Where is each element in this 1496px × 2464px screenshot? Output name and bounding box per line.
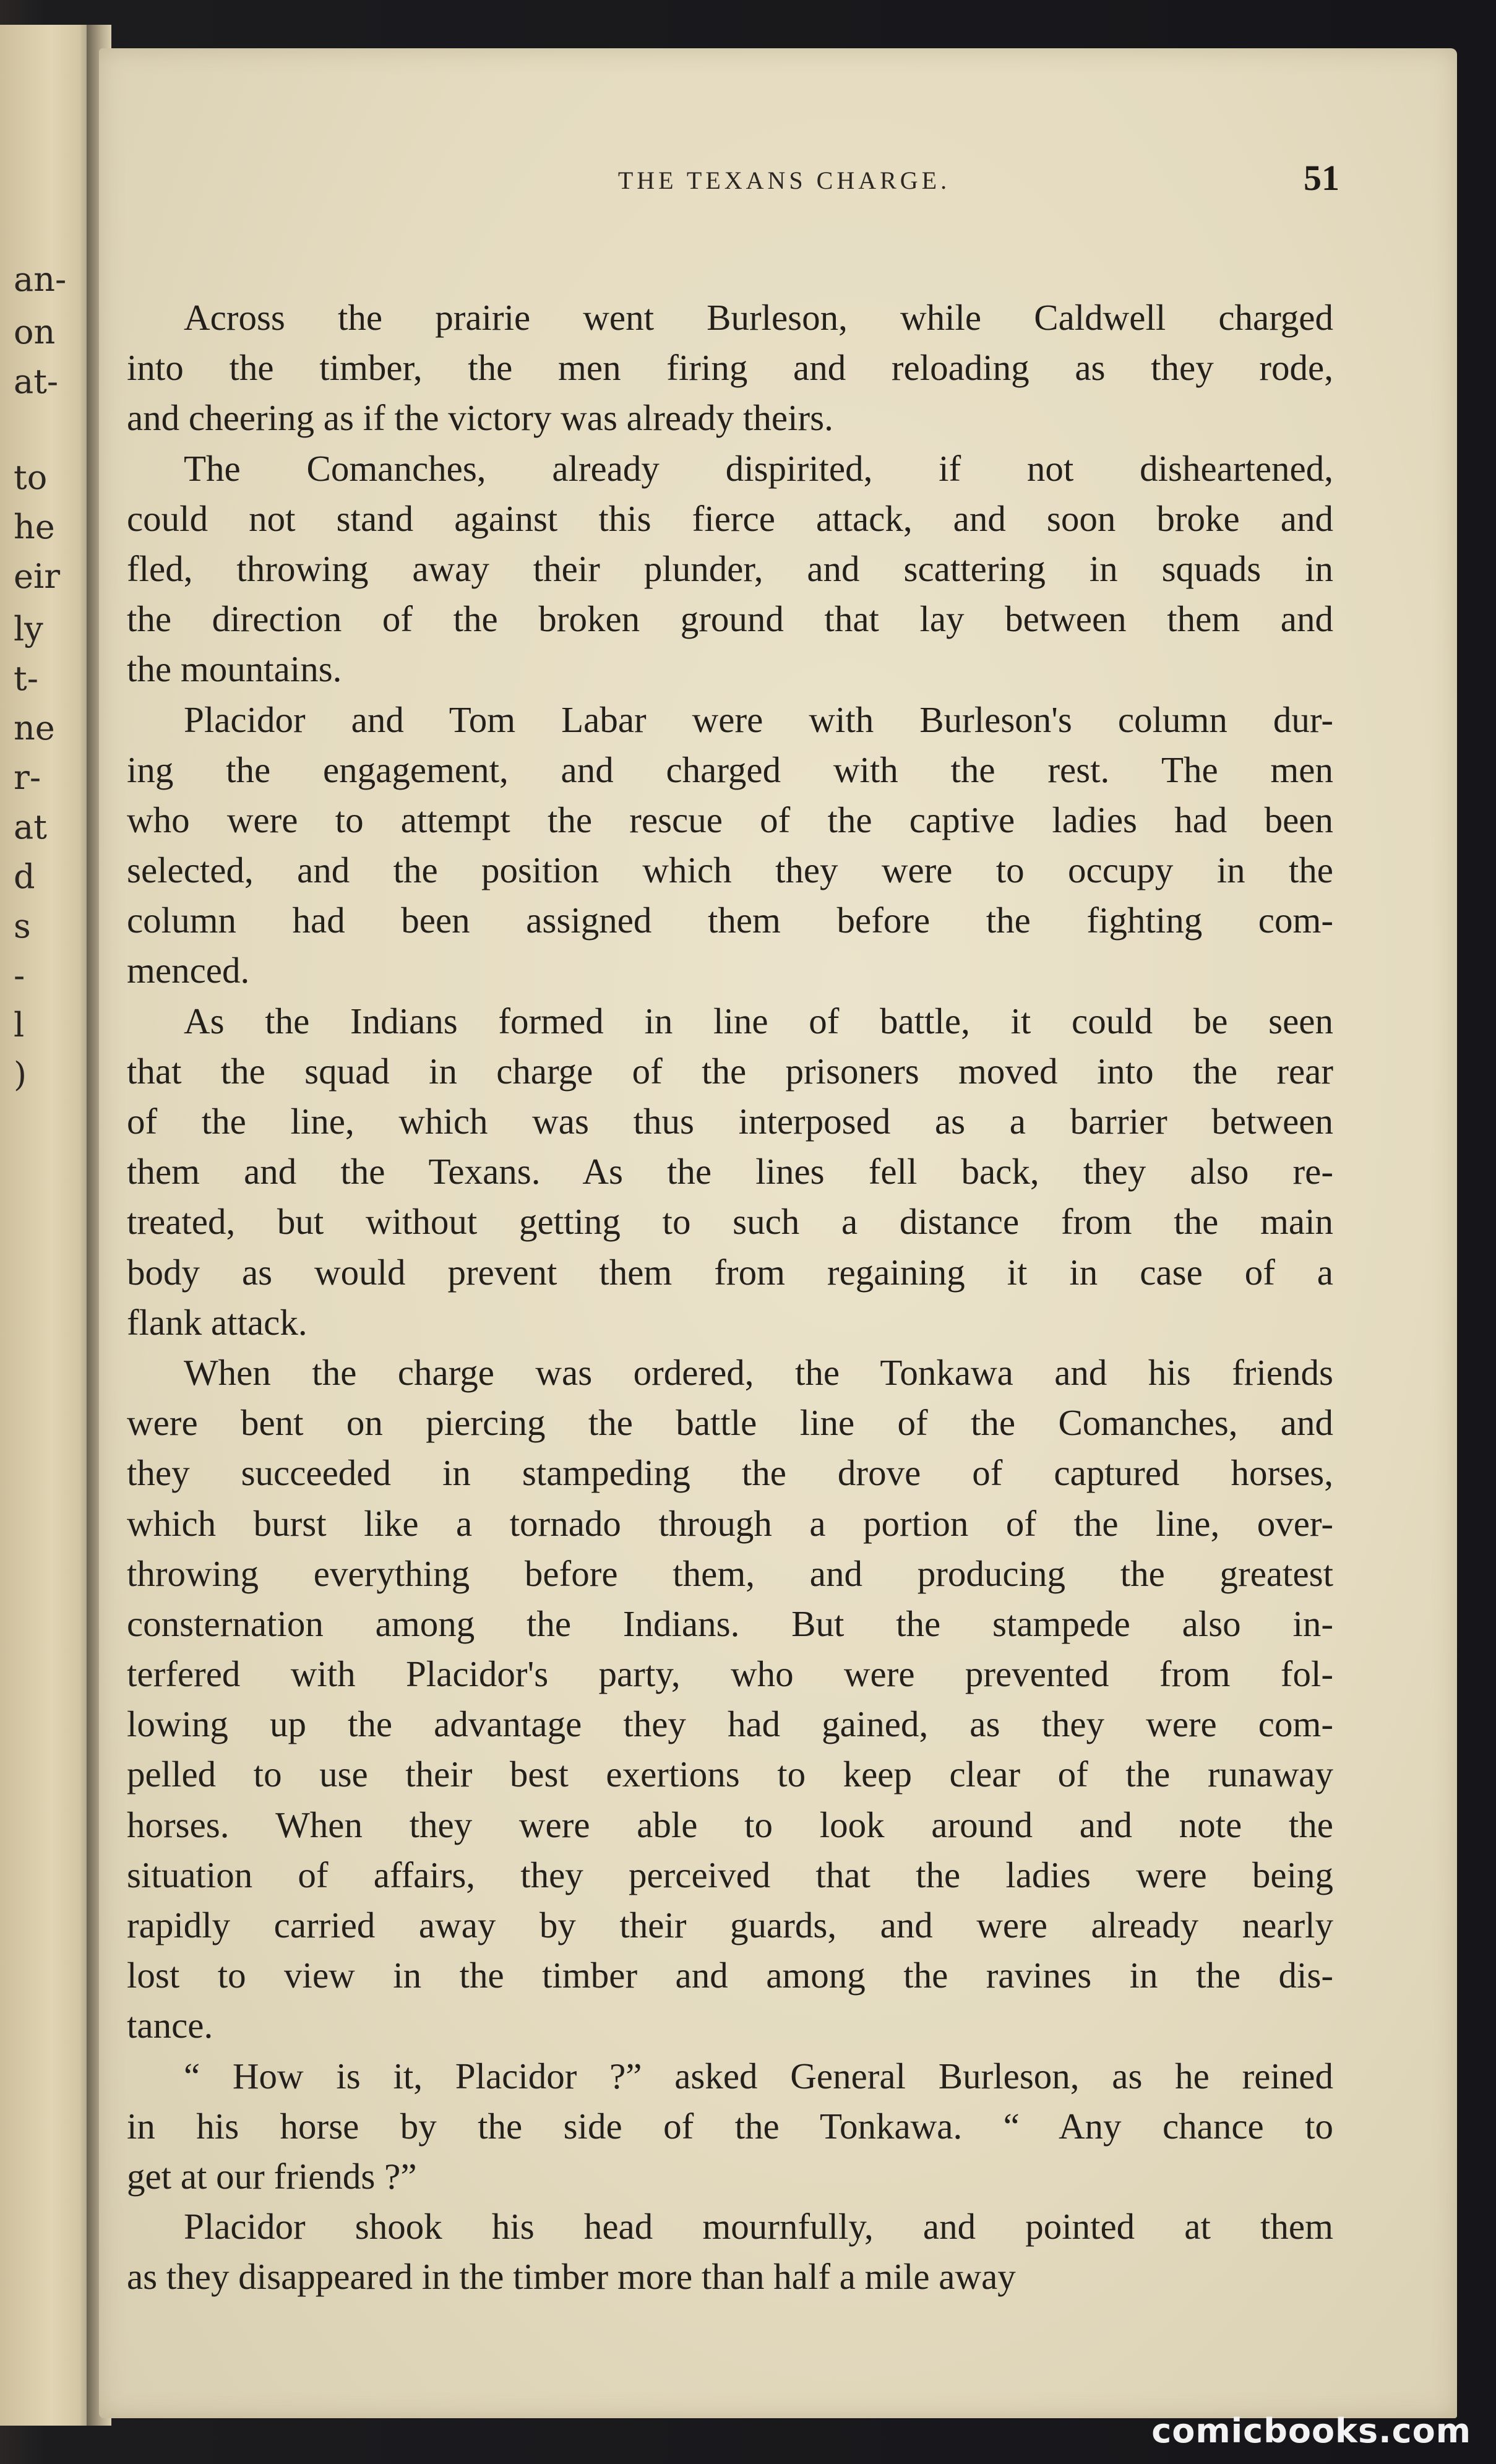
text-line-content: they succeeded in stampeding the drove of captured horses, — [127, 1452, 1333, 1494]
text-line — [127, 293, 1333, 343]
text-line-content: them and the Texans. As the lines fell back, they also re- — [127, 1151, 1333, 1192]
text-line — [127, 393, 1333, 443]
facing-page-fragment: ly — [14, 610, 43, 648]
page-number: 51 — [1304, 158, 1339, 198]
page-header — [99, 158, 1457, 209]
facing-page-fragment: at- — [14, 362, 59, 401]
text-line-content: situation of affairs, they perceived that the ladies were being — [127, 1854, 1333, 1895]
text-line — [127, 2202, 1333, 2252]
text-line-content: When the charge was ordered, the Tonkawa and his friends — [184, 1351, 1333, 1393]
text-line-content: and cheering as if the victory was already theirs. — [127, 397, 833, 439]
text-line — [127, 1448, 1333, 1498]
text-line — [127, 845, 1333, 895]
text-line — [127, 946, 1333, 996]
text-line — [127, 1046, 1333, 1096]
text-line — [127, 2252, 1333, 2302]
text-line-content: Across the prairie went Burleson, while Caldwell charged — [184, 297, 1333, 338]
text-line-content: get at our friends ?” — [127, 2155, 417, 2197]
text-line — [127, 1699, 1333, 1749]
text-line-content: Placidor and Tom Labar were with Burleson's column dur- — [184, 699, 1333, 740]
text-line — [127, 1298, 1333, 1348]
text-line — [127, 644, 1333, 694]
text-line — [127, 895, 1333, 946]
body-text — [127, 293, 1333, 2302]
facing-page-fragment: l — [14, 1006, 25, 1045]
text-line — [127, 1197, 1333, 1247]
text-line-content: Placidor shook his head mournfully, and pointed at them — [184, 2206, 1333, 2247]
text-line-content: consternation among the Indians. But the stampede also in- — [127, 1603, 1333, 1644]
text-line-content: “ How is it, Placidor ?” asked General Burleson, as he reined — [184, 2055, 1333, 2096]
text-line-content: treated, but without getting to such a distance from the main — [127, 1201, 1333, 1243]
text-line-content: terfered with Placidor's party, who were prevented from fol- — [127, 1653, 1333, 1695]
text-line — [127, 795, 1333, 845]
text-line-content: of the line, which was thus interposed as a barrier between — [127, 1101, 1333, 1142]
text-line — [127, 444, 1333, 494]
text-line — [127, 1599, 1333, 1649]
text-line-content: into the timber, the men firing and reloading as they rode, — [127, 347, 1333, 389]
text-line-content: fled, throwing away their plunder, and scattering in squads in — [127, 548, 1333, 589]
text-line — [127, 1850, 1333, 1900]
text-line-content: that the squad in charge of the prisoners moved into the rear — [127, 1050, 1333, 1092]
facing-page-fragment: - — [14, 956, 25, 995]
text-line — [127, 1800, 1333, 1850]
text-line-content: were bent on piercing the battle line of the Comanches, and — [127, 1402, 1333, 1444]
facing-page-fragment: an- — [14, 260, 67, 299]
text-line-content: menced. — [127, 950, 250, 991]
facing-page-fragment: r- — [14, 758, 41, 797]
text-line-content: The Comanches, already dispirited, if not disheartened, — [184, 447, 1333, 489]
text-line-content: horses. When they were able to look around and note the — [127, 1804, 1333, 1845]
text-line-content: tance. — [127, 2005, 213, 2046]
text-line — [127, 1096, 1333, 1147]
text-line-content: lowing up the advantage they had gained, as they were com- — [127, 1704, 1333, 1745]
facing-page-fragment: to — [14, 458, 48, 497]
text-line — [127, 1247, 1333, 1298]
text-line — [127, 1549, 1333, 1599]
text-line-content: selected, and the position which they were to occupy in the — [127, 850, 1333, 891]
text-line — [127, 2152, 1333, 2202]
text-line — [127, 1398, 1333, 1448]
text-line-content: who were to attempt the rescue of the captive ladies had been — [127, 799, 1333, 840]
text-line-content: the direction of the broken ground that lay between them and — [127, 598, 1333, 640]
facing-page-fragment: d — [14, 857, 35, 896]
text-line-content: column had been assigned them before the fighting com- — [127, 900, 1333, 941]
text-line — [127, 2051, 1333, 2101]
text-line-content: lost to view in the timber and among the ravines in the dis- — [127, 1955, 1333, 1996]
text-line — [127, 2001, 1333, 2051]
text-line-content: in his horse by the side of the Tonkawa. “ Any chance to — [127, 2105, 1333, 2147]
facing-page-fragment: at — [14, 808, 47, 846]
text-line-content: pelled to use their best exertions to keep clear of the runaway — [127, 1754, 1333, 1795]
text-line — [127, 1147, 1333, 1197]
facing-page-fragment: t- — [14, 659, 38, 698]
text-line-content: could not stand against this fierce attack, and soon broke and — [127, 498, 1333, 539]
text-line-content: throwing everything before them, and producing the greatest — [127, 1553, 1333, 1594]
facing-page-fragment: ) — [14, 1055, 27, 1094]
text-line-content: As the Indians formed in line of battle, it could be seen — [184, 1000, 1333, 1041]
text-line — [127, 1649, 1333, 1699]
facing-page-edge — [0, 25, 93, 2426]
text-line — [127, 594, 1333, 644]
text-line-content: as they disappeared in the timber more than half a mile away — [127, 2256, 1016, 2298]
text-line — [127, 695, 1333, 745]
facing-page-fragment: on — [14, 312, 56, 351]
text-line — [127, 494, 1333, 544]
text-line-content: ing the engagement, and charged with the rest. The men — [127, 749, 1333, 790]
running-head: THE TEXANS CHARGE. — [617, 166, 951, 194]
facing-page-fragment: ne — [14, 709, 55, 747]
watermark: comicbooks.com — [1151, 2411, 1471, 2450]
text-line — [127, 1749, 1333, 1799]
text-line — [127, 745, 1333, 795]
text-line-content: flank attack. — [127, 1301, 307, 1343]
facing-page-fragment: s — [14, 907, 31, 946]
text-line — [127, 1900, 1333, 1950]
text-line — [127, 544, 1333, 594]
text-line-content: the mountains. — [127, 648, 342, 690]
text-line — [127, 996, 1333, 1046]
text-line — [127, 1499, 1333, 1549]
facing-page-fragment: eir — [14, 557, 61, 596]
book-page — [99, 48, 1457, 2418]
facing-page-fragment: he — [14, 507, 55, 546]
text-line — [127, 1950, 1333, 2001]
text-line — [127, 2101, 1333, 2152]
text-line — [127, 1348, 1333, 1398]
text-line-content: body as would prevent them from regaining it in case of a — [127, 1251, 1333, 1293]
text-line-content: which burst like a tornado through a portion of the line, over- — [127, 1502, 1333, 1544]
text-line-content: rapidly carried away by their guards, and were already nearly — [127, 1905, 1333, 1945]
text-line — [127, 343, 1333, 393]
